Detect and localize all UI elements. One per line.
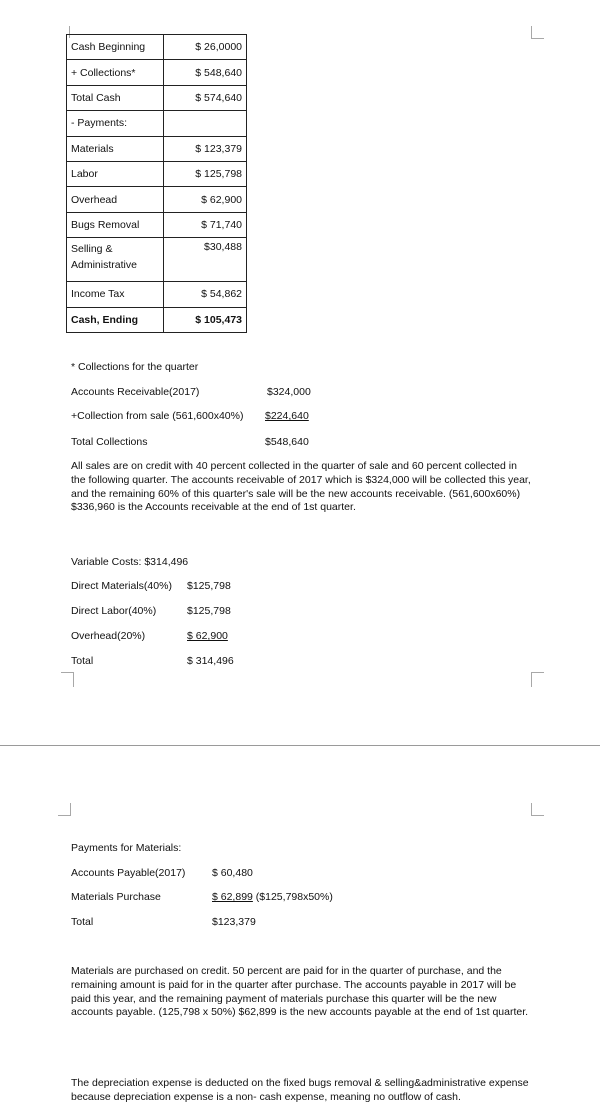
table-row <box>67 136 247 161</box>
row-amount: $ 105,473 <box>164 307 247 332</box>
table-row <box>67 238 247 282</box>
table-row <box>67 35 247 60</box>
row-label: Bugs Removal <box>67 212 164 237</box>
row-label: Labor <box>67 161 164 186</box>
collections-paragraph: All sales are on credit with 40 percent collected in the quarter of sale and 60 percent collected in the following quarter. The accounts receivable of 2017 which is $324,000 will be collected this year, and the remaining 60% of this quarter's sale will be the new accounts receivable. (561,600x60%) $336,960 is the Accounts receivable at the end of 1st quarter. <box>71 460 531 514</box>
row-amount: $ 71,740 <box>164 212 247 237</box>
page-corner-mark <box>61 672 74 687</box>
table-row <box>67 60 247 85</box>
sale-value: $224,640 <box>265 410 309 422</box>
row-label: Selling & Administrative <box>67 238 164 282</box>
table-row <box>67 111 247 136</box>
row-amount <box>164 111 247 136</box>
row-label: + Collections* <box>67 60 164 85</box>
page-break-divider <box>0 745 600 746</box>
dl-label: Direct Labor(40%) <box>71 605 157 617</box>
oh-label: Overhead(20%) <box>71 630 146 642</box>
row-label: Total Cash <box>67 85 164 110</box>
table-row <box>67 282 247 307</box>
row-amount: $ 62,900 <box>164 187 247 212</box>
mp-total-label: Total <box>71 916 94 928</box>
row-amount: $30,488 <box>164 238 247 282</box>
collections-heading: * Collections for the quarter <box>71 361 199 373</box>
purchase-value-group <box>212 891 333 903</box>
dl-value: $125,798 <box>187 605 231 617</box>
page-corner-mark <box>531 803 544 816</box>
ar-value: $324,000 <box>267 386 311 398</box>
page-corner-mark <box>531 26 544 39</box>
depreciation-paragraph: The depreciation expense is deducted on the fixed bugs removal & selling&administrative expense because depreciation expense is a non- cash expense, meaning no outflow of cash. <box>71 1077 529 1103</box>
materials-paragraph: Materials are purchased on credit. 50 percent are paid for in the quarter of purchase, and the remaining amount is paid for in the quarter after purchase. The accounts payable in 2017 will be paid this year, and the remaining payment of materials purchase this quarter will be the new accounts payable. (125,798 x 50%) $62,899 is the new accounts payable at the end of 1st quarter. <box>71 965 529 1019</box>
ap-label: Accounts Payable(2017) <box>71 867 186 879</box>
oh-value: $ 62,900 <box>187 630 228 642</box>
table-row <box>67 187 247 212</box>
row-amount: $ 54,862 <box>164 282 247 307</box>
sale-label: +Collection from sale (561,600x40%) <box>71 410 244 422</box>
mp-total-value: $123,379 <box>212 916 256 928</box>
row-label: Materials <box>67 136 164 161</box>
ap-value: $ 60,480 <box>212 867 253 879</box>
row-label: Cash, Ending <box>67 307 164 332</box>
document-page-2 <box>0 747 600 1118</box>
row-amount: $ 26,0000 <box>164 35 247 60</box>
row-label: Overhead <box>67 187 164 212</box>
total-collections-value: $548,640 <box>265 436 309 448</box>
materials-payments-heading: Payments for Materials: <box>71 842 182 854</box>
table-row <box>67 307 247 332</box>
row-amount: $ 574,640 <box>164 85 247 110</box>
row-label: - Payments: <box>67 111 164 136</box>
dm-value: $125,798 <box>187 580 231 592</box>
purchase-note: ($125,798x50%) <box>255 891 333 903</box>
vc-total-value: $ 314,496 <box>187 655 234 667</box>
row-label: Cash Beginning <box>67 35 164 60</box>
page-corner-mark <box>531 672 544 687</box>
row-amount: $ 548,640 <box>164 60 247 85</box>
page-corner-mark <box>58 803 71 816</box>
row-amount: $ 125,798 <box>164 161 247 186</box>
purchase-value: $ 62,899 <box>212 891 253 903</box>
cash-budget-table <box>66 34 247 333</box>
vc-total-label: Total <box>71 655 94 667</box>
row-amount: $ 123,379 <box>164 136 247 161</box>
purchase-label: Materials Purchase <box>71 891 161 903</box>
variable-costs-heading: Variable Costs: $314,496 <box>71 556 189 568</box>
table-row <box>67 212 247 237</box>
dm-label: Direct Materials(40%) <box>71 580 172 592</box>
ar-label: Accounts Receivable(2017) <box>71 386 200 398</box>
table-row <box>67 85 247 110</box>
table-row <box>67 161 247 186</box>
row-label: Income Tax <box>67 282 164 307</box>
total-collections-label: Total Collections <box>71 436 148 448</box>
